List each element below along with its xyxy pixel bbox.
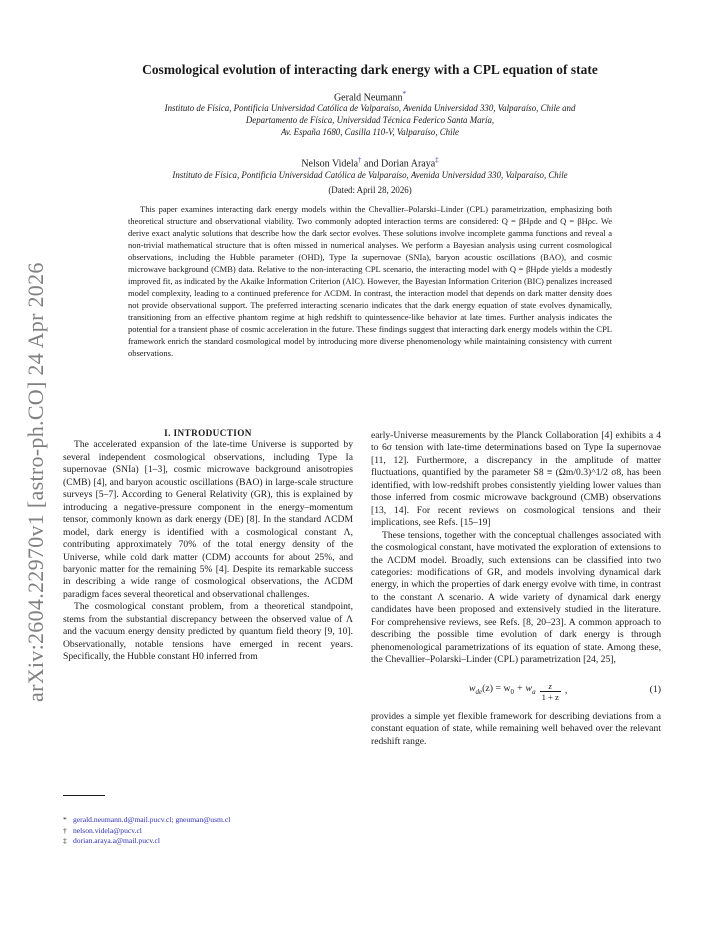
author-name: Gerald Neumann [333,92,403,104]
section-heading: I. INTRODUCTION [164,428,252,438]
author-line-2 [70,156,670,169]
left-column [63,427,353,664]
right-column [371,430,661,748]
abstract: This paper examines interacting dark energy models within the Chevallier–Polarski–Linder (CPL) parametrization, emphasizing both theoretical structure and observational viability. Two commonly adopted interaction terms are considered: Q = βHρde and Q = βHρc. We derive exact analytic solutions that describe how the dark sector evolves. These solutions involve incomplete gamma functions and reveal a non-trivial mathematical structure that is often missed in numerical analyses. We perform a Bayesian analysis using current cosmological observations, including the Hubble parameter (OHD), Type Ia supernovae (SNIa), baryon acoustic oscillations (BAO), and cosmic microwave background (CMB) data. Relative to the non-interacting CPL scenario, the interacting model with Q = βHρde yields a modestly improved fit, as indicated by the Akaike Information Criterion (AIC). However, the Bayesian Information Criterion (BIC) penalizes increased model complexity, leading to a continued preference for ΛCDM. In contrast, the interaction model that depends on dark matter density does not provide observational support. The preferred interacting scenario indicates that the dark energy equation of state evolves dynamically, transitioning from an effective phantom regime at high redshift to quintessence-like behavior at late times. Further analysis indicates the potential for a transient phase of cosmic acceleration in the future. These findings suggest that interacting dark energy models within the CPL framework enrich the standard cosmological model by introducing more diverse phenomenology while maintaining consistency with current observations. [128,204,612,358]
author-name: Nelson Videla [301,158,359,170]
affiliation-line: Instituto de Física, Pontificia Universidad Católica de Valparaíso, Avenida Universidad 330, Valparaíso, Chile [172,170,568,180]
equation-body: $w_{de}(z) = w_0 + w_a$ $\frac{z}{1 + z}$ , [469,680,568,702]
author-footnote-mark[interactable]: ‡ [435,156,439,164]
footnote: * gerald.neumann.d@mail.pucv.cl; gneuman@usm.cl [63,815,231,824]
affiliation-line: Departamento de Física, Universidad Técnica Federico Santa María, [245,115,495,125]
paragraph: provides a simple yet flexible framework for describing deviations from a constant equation of state, while remaining well behaved over the relevant redshift range. [371,710,661,747]
equation-number: (1) [649,683,661,695]
equation-cpl [371,671,661,711]
affiliation-block-1 [70,102,670,138]
email-link[interactable]: dorian.araya.a@mail.pucv.cl [73,836,161,846]
author-footnote-mark[interactable]: † [358,156,362,164]
author-footnote-mark[interactable]: * [402,90,407,98]
paper-title: Cosmological evolution of interacting dark energy with a CPL equation of state [142,62,598,77]
footnote: ‡ dorian.araya.a@mail.pucv.cl [63,836,161,846]
equation-lhs: $w_{de}(z) = w_0 + w_a$ [469,683,536,697]
arxiv-identifier[interactable]: arXiv:2604.22970v1 [astro-ph.CO] 24 Apr 2026 [23,262,48,702]
author-and: and [361,158,381,170]
footnote: † nelson.videla@pucv.cl [63,825,142,835]
footnotes [63,815,353,847]
email-link[interactable]: gerald.neumann.d@mail.pucv.cl; gneuman@usm.cl [73,815,231,824]
paragraph: early-Universe measurements by the Planck Collaboration [4] exhibits a 4 to 6σ tension with late-time determinations based on Type Ia supernovae [11, 12]. Furthermore, a discrepancy in the amplitude of matter fluctuations, quantified by the parameter S8 ≡ (Ωm/0.3)^1/2 σ8, has been identified, with low-redshift probes consistently yielding lower values than those inferred from cosmic microwave background (CMB) observations [13, 14]. For recent reviews on cosmological tensions and their implications, see Refs. [15–19] [371,430,661,529]
paragraph: The cosmological constant problem, from a theoretical standpoint, stems from the substantial discrepancy between the observed value of Λ and the vacuum energy density predicted by quantum field theory [9, 10]. Observationally, notable tensions have emerged in recent years. Specifically, the Hubble constant H0 inferred from [63,601,353,663]
paragraph: These tensions, together with the conceptual challenges associated with the cosmological constant, have motivated the exploration of extensions to the ΛCDM model. Broadly, such extensions can be classified into two categories: modifications of GR, and models involving dynamical dark energy, in which the properties of dark energy evolve with time, in contrast to the constant Λ scenario. A wide variety of dynamical dark energy candidates have been proposed and extensively studied in the literature. For comprehensive reviews, see Refs. [8, 20–23]. A common approach to describing the possible time evolution of dark energy is through phenomenological parametrizations of its equation of state. Among these, the Chevallier–Polarski–Linder (CPL) parametrization [24, 25], [371,529,661,666]
email-link[interactable]: nelson.videla@pucv.cl [73,825,142,835]
affiliation-line: Instituto de Física, Pontificia Universidad Católica de Valparaíso, Avenida Universidad 330, Valparaíso, Chile and [164,103,576,113]
dated-line: (Dated: April 28, 2026) [328,185,412,195]
affiliation-block-2 [70,169,670,181]
equation-fraction: $\frac{z}{1 + z}$ [541,680,559,702]
footnote-rule [63,795,105,796]
affiliation-line: Av. España 1680, Casilla 110-V, Valparaíso, Chile [281,127,459,137]
paragraph: The accelerated expansion of the late-time Universe is supported by several independent cosmological observations, including Type Ia supernovae (SNIa) [1–3], cosmic microwave background anisotropies (CMB) [4], and baryon acoustic oscillations (BAO) in large-scale structure surveys [5–7]. According to General Relativity (GR), this is explained by introducing a negative-pressure component in the energy–momentum tensor, commonly known as dark energy (DE) [8]. In the standard ΛCDM model, dark energy is identified with a cosmological constant Λ, contributing approximately 70% of the total energy density of the Universe, while cold dark matter (CDM) accounts for about 25%, and baryonic matter for the remaining 5% [4]. Despite its remarkable success in describing a wide range of cosmological observations, the ΛCDM paradigm faces several theoretical and observational challenges. [63,439,353,600]
author-name: Dorian Araya [381,158,436,170]
